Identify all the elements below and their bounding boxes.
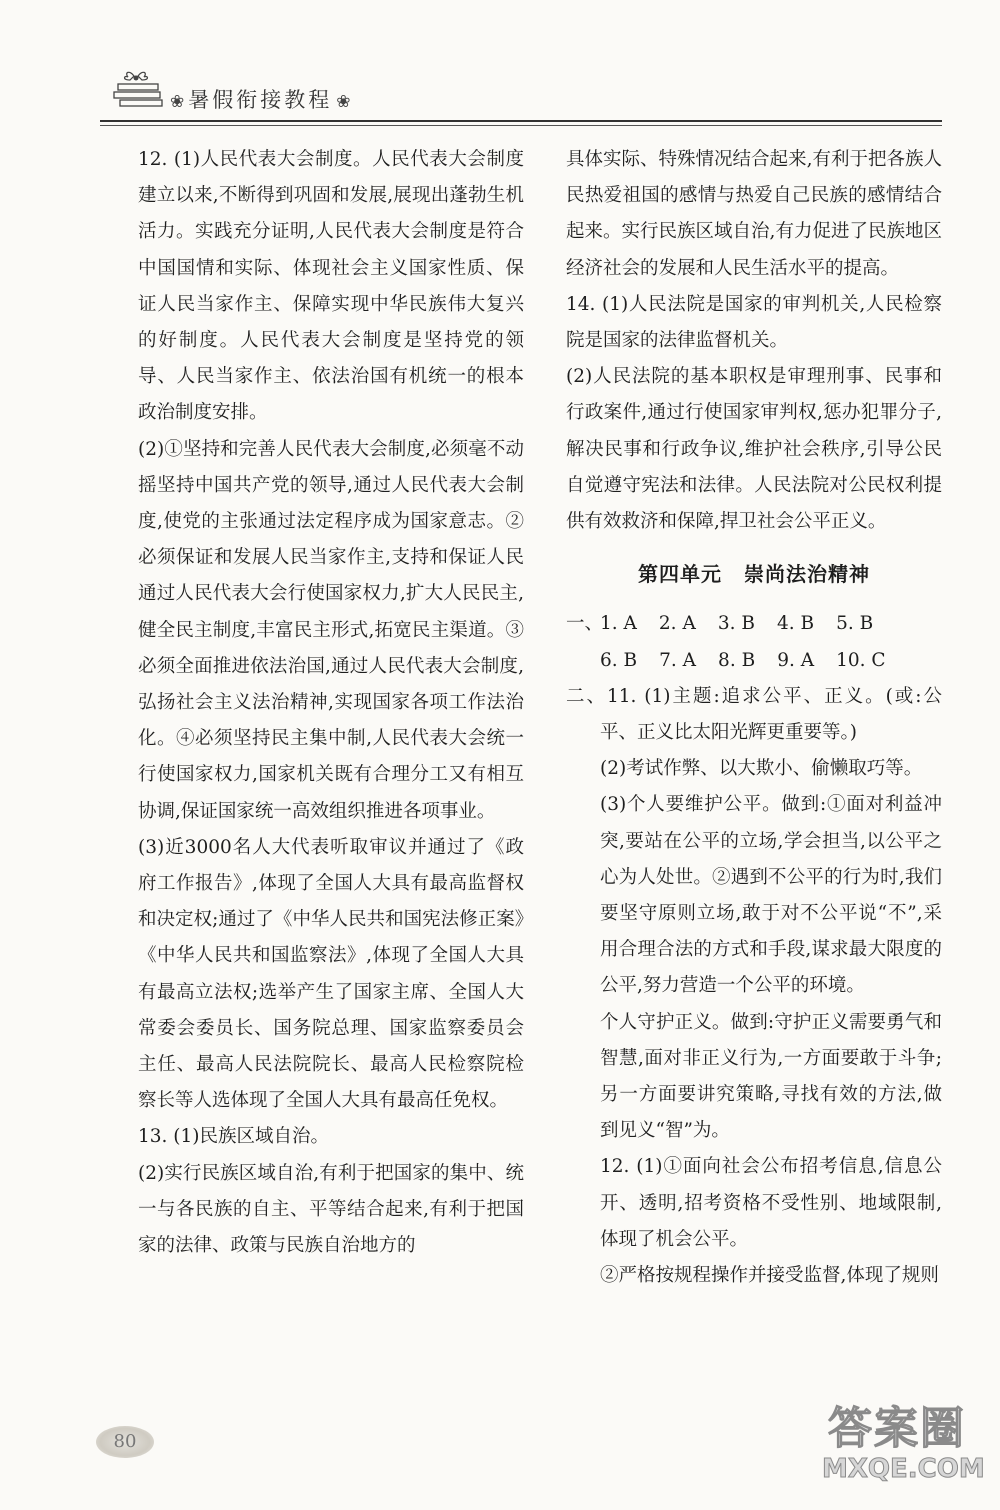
mc-answer: 2. A [658, 613, 696, 635]
answer-paragraph: 13. (1)民族区域自治。 [138, 1126, 330, 1148]
answer-paragraph: (3)近3000名人大代表听取审议并通过了《政府工作报告》,体现了全国人大具有最高监督权和决定权;通过了《中华人民共和国宪法修正案》《中华人民共和国监察法》,体现了全国人大具有最高立法权;选举产生了国家主席、全国人大常委会委员长、国务院总理、国家监察委员会主任、最高人民法院院长、最高人民检察院检察长等人选体现了全国人大具有最高任免权。 [138, 836, 524, 1112]
unit-name: 崇尚法治精神 [744, 562, 870, 587]
mc-answer: 3. B [717, 613, 755, 635]
mc-answer: 6. B [600, 649, 638, 671]
mc-answer: 8. B [718, 649, 756, 671]
answer-paragraph: 二、11. (1)主题:追求公平、正义。(或:公平、正义比太阳光辉更重要等。) [566, 685, 942, 744]
multiple-choice-row [566, 643, 942, 679]
answer-paragraph: (2)①坚持和完善人民代表大会制度,必须毫不动摇坚持中国共产党的领导,通过人民代表大会制度,使党的主张通过法定程序成为国家意志。②必须保证和发展人民当家作主,支持和保证人民通过人民代表大会行使国家权力,扩大人民民主,健全民主制度,丰富民主形式,拓宽民主渠道。③必须全面推进依法治国,通过人民代表大会制度,弘扬社会主义法治精神,实现国家各项工作法治化。④必须坚持民主集中制,人民代表大会统一行使国家权力,国家机关既有合理分工又有相互协调,保证国家统一高效组织推进各项事业。 [138, 438, 524, 822]
flower-icon: ❀ [336, 92, 351, 112]
answer-paragraph: 个人守护正义。做到:守护正义需要勇气和智慧,面对非正义行为,一方面要敢于斗争;另一方面要讲究策略,寻找有效的方法,做到见义“智”为。 [600, 1011, 942, 1142]
header-rule-thin [100, 125, 942, 126]
answer-paragraph: (2)人民法院的基本职权是审理刑事、民事和行政案件,通过行使国家审判权,惩办犯罪分子,解决民事和行政争议,维护社会秩序,引导公民自觉遵守宪法和法律。人民法院对公民权利提供有效救济和保障,捍卫社会公平正义。 [566, 366, 942, 533]
section-marker: 一、 [566, 613, 604, 635]
multiple-choice-row [566, 606, 942, 642]
flower-icon: ❀ [170, 92, 185, 112]
mc-answer: 4. B [776, 613, 815, 635]
answer-paragraph: (2)实行民族区域自治,有利于把国家的集中、统一与各民族的自主、平等结合起来,有利于把国家的法律、政策与民族自治地方的 [138, 1162, 524, 1257]
header-title-row [166, 84, 355, 114]
answer-paragraph: (2)考试作弊、以大欺小、偷懒取巧等。 [600, 758, 923, 780]
mc-answer: 7. A [659, 649, 697, 671]
unit-heading [566, 556, 942, 592]
page-header [100, 60, 942, 132]
book-stack-icon [108, 66, 168, 110]
mc-answer: 10. C [836, 649, 886, 671]
header-rule [100, 120, 942, 122]
mc-answer: 1. A [600, 613, 637, 635]
answer-paragraph: 具体实际、特殊情况结合起来,有利于把各族人民热爱祖国的感情与热爱自己民族的感情结合起来。实行民族区域自治,有力促进了民族地区经济社会的发展和人民生活水平的提高。 [566, 149, 942, 279]
answer-paragraph: 12. (1)人民代表大会制度。人民代表大会制度建立以来,不断得到巩固和发展,展现出蓬勃生机活力。实践充分证明,人民代表大会制度是符合中国国情和实际、体现社会主义国家性质、保证人民当家作主、保障实现中华民族伟大复兴的好制度。人民代表大会制度是坚持党的领导、人民当家作主、依法治国有机统一的根本政治制度安排。 [138, 149, 524, 424]
book-title: 暑假衔接教程 [188, 88, 333, 112]
answer-paragraph: 12. (1)①面向社会公布招考信息,信息公开、透明,招考资格不受性别、地域限制,体现了机会公平。 [600, 1156, 942, 1250]
watermark-title: 答案圈 [828, 1403, 966, 1454]
watermark-logo [822, 1392, 985, 1494]
mc-answer: 9. A [777, 649, 815, 671]
left-column [138, 142, 524, 1264]
page-number: 80 [96, 1426, 154, 1458]
watermark-url: MXQE.COM [822, 1454, 985, 1484]
answer-paragraph: 14. (1)人民法院是国家的审判机关,人民检察院是国家的法律监督机关。 [566, 293, 942, 352]
answer-paragraph: (3)个人要维护公平。做到:①面对利益冲突,要站在公平的立场,学会担当,以公平之心为人处世。②遇到不公平的行为时,我们要坚守原则立场,敢于对不公平说“不”,采用合理合法的方式和手段,谋求最大限度的公平,努力营造一个公平的环境。 [600, 794, 942, 997]
answer-paragraph: ②严格按规程操作并接受监督,体现了规则 [600, 1265, 939, 1287]
unit-number: 第四单元 [638, 562, 722, 587]
right-column [566, 142, 942, 1294]
mc-answer: 5. B [836, 613, 874, 635]
